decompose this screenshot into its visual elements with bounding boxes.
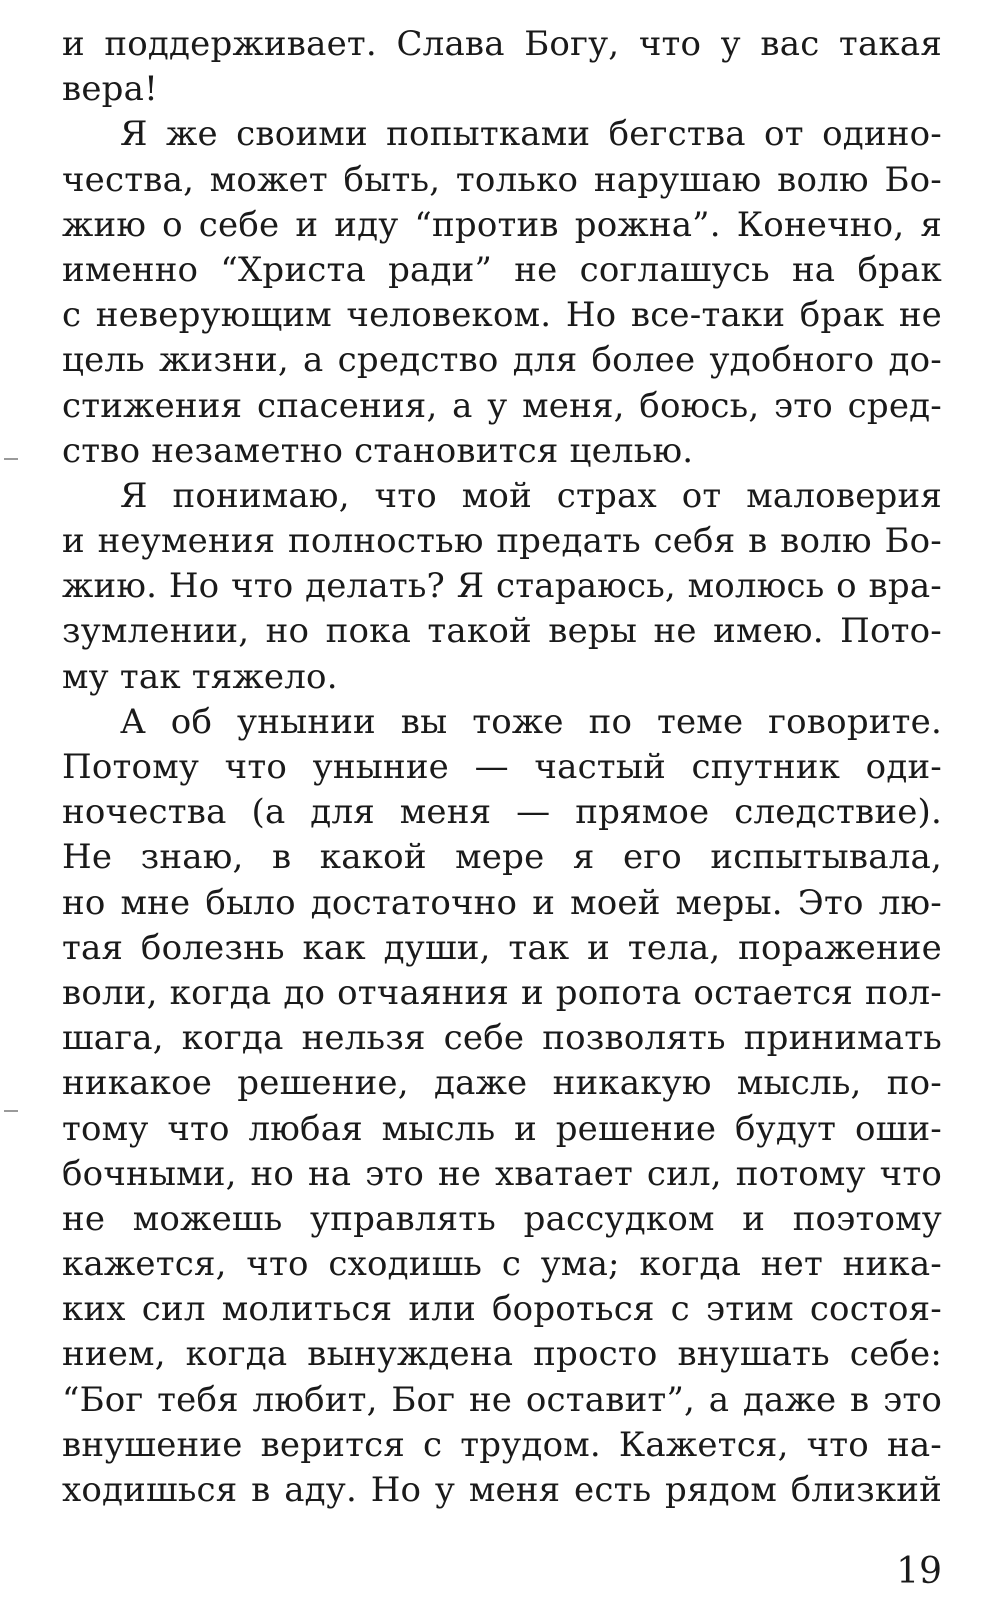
- text-line: А об унынии вы тоже по теме говорите.: [120, 701, 942, 742]
- text-line: не можешь управлять рассудком и поэтому: [62, 1198, 942, 1239]
- text-line: Не знаю, в какой мере я его испытывала,: [62, 837, 942, 878]
- text-line: шага, когда нельзя себе позволять принимать: [62, 1018, 942, 1059]
- text-line: кажется, что сходишь с ума; когда нет ника-: [62, 1244, 942, 1285]
- text-line: цель жизни, а средство для более удобного до-: [62, 340, 942, 381]
- text-line: и поддерживает. Слава Богу, что у вас такая: [62, 24, 942, 64]
- text-line: тая болезнь как души, так и тела, поражение: [62, 927, 942, 968]
- text-line: зумлении, но пока такой веры не имею. Пото-: [62, 611, 942, 652]
- text-line: ство незаметно становится целью.: [62, 430, 694, 471]
- page-number: 19: [896, 1551, 942, 1592]
- text-line: ких сил молиться или бороться с этим состоя-: [62, 1289, 942, 1330]
- text-line: нием, когда вынуждена просто внушать себе:: [62, 1334, 942, 1375]
- text-line: никакое решение, даже никакую мысль, по-: [62, 1063, 942, 1104]
- page-body: [62, 22, 942, 1513]
- text-line: и неумения полностью предать себя в волю Бо-: [62, 521, 942, 562]
- text-line: но мне было достаточно и моей меры. Это лю-: [62, 882, 942, 923]
- text-line: Я понимаю, что мой страх от маловерия: [120, 475, 942, 516]
- text-line: вера!: [62, 69, 158, 110]
- text-line: му так тяжело.: [62, 656, 338, 697]
- text-line: ходишься в аду. Но у меня есть рядом близкий: [62, 1470, 942, 1510]
- text-line: Я же своими попытками бегства от одино-: [120, 114, 942, 155]
- text-line: с неверующим человеком. Но все-таки брак не: [62, 295, 942, 336]
- text-line: ночества (а для меня — прямое следствие).: [62, 792, 942, 833]
- scan-margin-mark: [4, 1110, 18, 1112]
- text-line: бочными, но на это не хватает сил, потому что: [62, 1153, 942, 1194]
- text-line: Потому что уныние — частый спутник оди-: [62, 747, 942, 787]
- text-line: “Бог тебя любит, Бог не оставит”, а даже в это: [62, 1379, 942, 1420]
- text-line: тому что любая мысль и решение будут оши-: [62, 1108, 942, 1149]
- scan-margin-mark: [4, 458, 18, 460]
- text-line: стижения спасения, а у меня, боюсь, это сред-: [62, 385, 942, 426]
- text-line: внушение верится с трудом. Кажется, что на-: [62, 1424, 942, 1465]
- text-line: воли, когда до отчаяния и ропота остается пол-: [62, 972, 942, 1013]
- text-line: чества, может быть, только нарушаю волю Бо-: [62, 159, 942, 200]
- text-line: жию. Но что делать? Я стараюсь, молюсь о вра-: [62, 566, 942, 607]
- text-line: именно “Христа ради” не соглашусь на брак: [62, 249, 942, 290]
- text-line: жию о себе и иду “против рожна”. Конечно, я: [62, 204, 942, 245]
